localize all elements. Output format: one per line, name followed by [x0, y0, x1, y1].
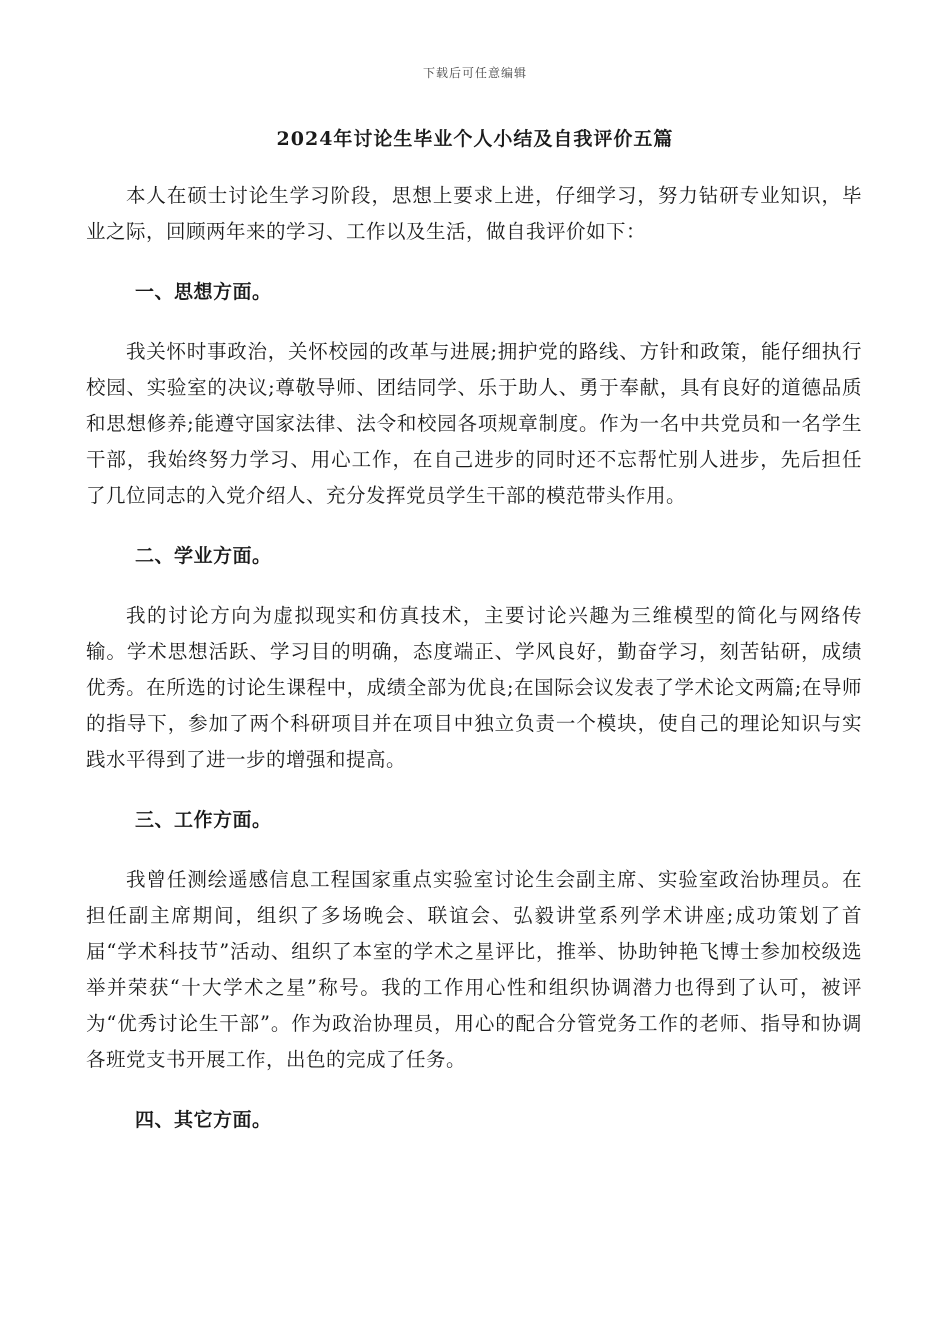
document-body [86, 178, 862, 1138]
section-heading-other: 四、其它方面。 [135, 1109, 272, 1131]
header-note: 下载后可任意编辑 [422, 66, 527, 80]
document-title: 2024年讨论生毕业个人小结及自我评价五篇 [276, 128, 674, 150]
section-heading-work: 三、工作方面。 [135, 809, 272, 831]
section-paragraph-study: 我的讨论方向为虚拟现实和仿真技术，主要讨论兴趣为三维模型的简化与网络传输。学术思想活跃、学习目的明确，态度端正、学风良好，勤奋学习，刻苦钻研，成绩优秀。在所选的讨论生课程中，成绩全部为优良;在国际会议发表了学术论文两篇;在导师的指导下，参加了两个科研项目并在项目中独立负责一个模块，使自己的理论知识与实践水平得到了进一步的增强和提高。 [86, 604, 862, 771]
section-heading-thought: 一、思想方面。 [135, 281, 272, 303]
section-paragraph-thought: 我关怀时事政治，关怀校园的改革与进展;拥护党的路线、方针和政策，能仔细执行校园、实验室的决议;尊敬导师、团结同学、乐于助人、勇于奉献，具有良好的道德品质和思想修养;能遵守国家法律、法令和校园各项规章制度。作为一名中共党员和一名学生干部，我始终努力学习、用心工作，在自己进步的同时还不忘帮忙别人进步，先后担任了几位同志的入党介绍人、充分发挥党员学生干部的模范带头作用。 [86, 340, 862, 507]
section-heading-study: 二、学业方面。 [135, 545, 272, 567]
section-paragraph-work: 我曾任测绘遥感信息工程国家重点实验室讨论生会副主席、实验室政治协理员。在担任副主席期间，组织了多场晚会、联谊会、弘毅讲堂系列学术讲座;成功策划了首届“学术科技节”活动、组织了本室的学术之星评比，推举、协助钟艳飞博士参加校级选举并荣获“十大学术之星”称号。我的工作用心性和组织协调潜力也得到了认可，被评为“优秀讨论生干部”。作为政治协理员，用心的配合分管党务工作的老师、指导和协调各班党支书开展工作，出色的完成了任务。 [86, 868, 862, 1071]
intro-paragraph: 本人在硕士讨论生学习阶段，思想上要求上进，仔细学习，努力钻研专业知识，毕业之际，回顾两年来的学习、工作以及生活，做自我评价如下： [86, 184, 862, 243]
